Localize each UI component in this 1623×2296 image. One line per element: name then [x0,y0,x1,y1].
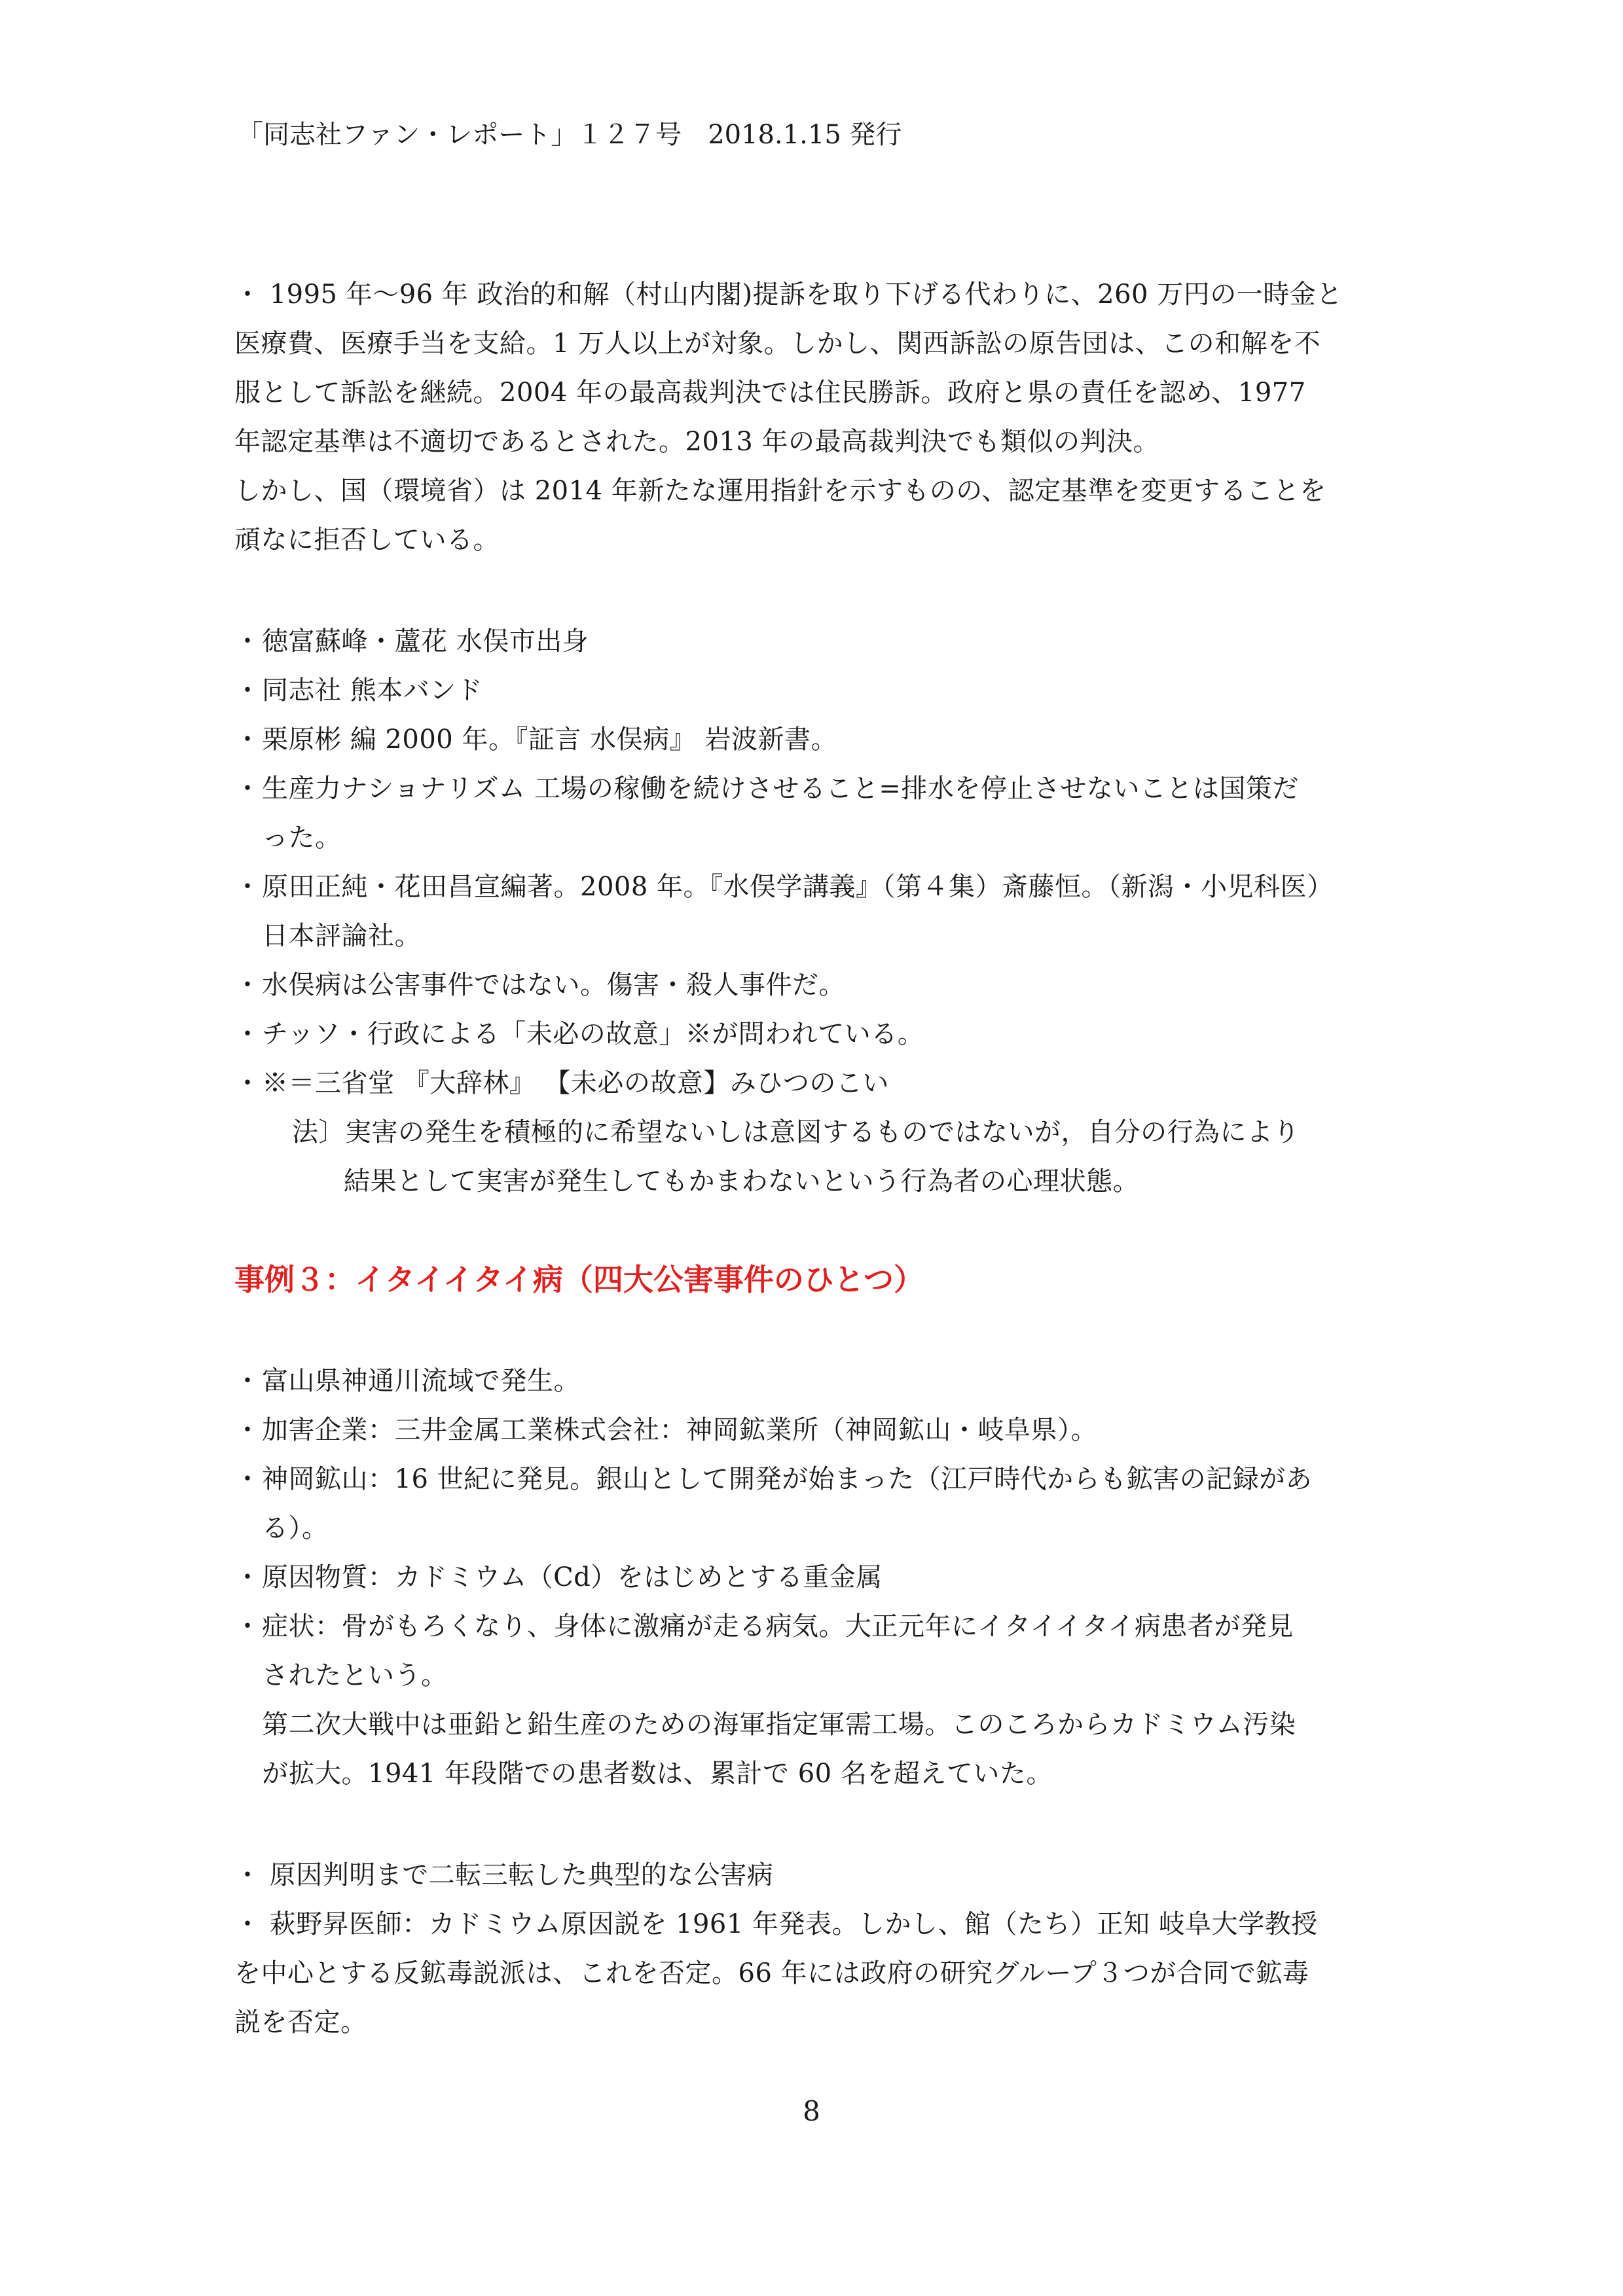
list-item [234,672,483,709]
bullet-marker: ・ [234,774,261,804]
paragraph-line: しかし、国（環境省）は 2014 年新たな運用指針を示すものの、認定基準を変更することを [234,476,1326,506]
bullet-marker: ・ [234,1068,261,1098]
newsletter-header: 「同志社ファン・レポート」１２７号 2018.1.15 発行 [237,120,902,150]
list-item [234,967,845,1003]
list-item-text: 症状：骨がもろくなり、身体に激痛が走る病気。大正元年にイタイイタイ病患者が発見 [262,1611,1294,1641]
list-item-text: 栗原彬 編 2000 年。『証言 水俣病』 岩波新書。 [262,725,837,755]
list-item [234,1363,580,1399]
definition-line: 法〕実害の発生を積極的に希望ないしは意図するものではないが，自分の行為により [292,1117,1300,1147]
paragraph-line: 年認定基準は不適切であるとされた。2013 年の最高裁判決でも類似の判決。 [234,427,1160,457]
paragraph-line: ・ 原因判明まで二転三転した典型的な公害病 [234,1860,774,1890]
list-item-text: 原因物質：カドミウム（Cd）をはじめとする重金属 [262,1562,883,1592]
list-item-continuation [234,1755,1053,1792]
list-item-text: る）。 [262,1513,329,1543]
definition-line: 結果として実害が発生してもかまわないという行為者の心理状態。 [344,1166,1139,1196]
list-item-text: が拡大。1941 年段階での患者数は、累計で 60 名を超えていた。 [262,1759,1053,1789]
paragraph-line: 説を否定。 [234,2007,367,2037]
list-item [234,1608,1294,1645]
paragraph-line: 頑なに拒否している。 [234,525,500,555]
list-item-continuation [234,819,342,856]
list-item-text: チッソ・行政による「未必の故意」※が問われている。 [262,1019,924,1049]
list-item [234,1065,889,1102]
bullet-marker: ・ [234,1366,261,1396]
list-item-text: った。 [262,823,342,853]
list-item-text: ※＝三省堂 『大辞林』 【未必の故意】みひつのこい [262,1068,889,1098]
list-item-text: 神岡鉱山：16 世紀に発見。銀山として開発が始まった（江戸時代からも鉱害の記録があ [262,1464,1313,1494]
list-item-text: 水俣病は公害事件ではない。傷害・殺人事件だ。 [262,970,845,1000]
list-item-text: 日本評論社。 [262,921,421,951]
bullet-marker: ・ [234,1464,261,1494]
list-item [234,869,1334,905]
list-item [234,770,1299,807]
list-item [234,1412,1097,1448]
paragraph-line: ・ 1995 年～96 年 政治的和解（村山内閣)提訴を取り下げる代わりに、260 万円の一時金と [234,279,1343,310]
paragraph-line: 服として訴訟を継続。2004 年の最高裁判決では住民勝訴。政府と県の責任を認め、1977 [234,378,1306,408]
list-item-text: 同志社 熊本バンド [262,675,483,706]
bullet-marker: ・ [234,1019,261,1049]
list-item-continuation [234,918,421,954]
bullet-marker: ・ [234,1562,261,1592]
list-item [234,1016,924,1052]
list-item [234,721,837,758]
list-item-text: 加害企業：三井金属工業株式会社：神岡鉱業所（神岡鉱山・岐阜県）。 [262,1415,1097,1445]
bullet-marker: ・ [234,1611,261,1641]
list-item [234,623,589,660]
paragraph-line: を中心とする反鉱毒説派は、これを否定。66 年には政府の研究グループ３つが合同で鉱毒 [234,1958,1309,1988]
list-item-text: 生産力ナショナリズム 工場の稼働を続けさせること=排水を停止させないことは国策だ [262,774,1299,804]
list-item-text: 富山県神通川流域で発生。 [262,1366,580,1396]
list-item-text: 原田正純・花田昌宣編著。2008 年。『水俣学講義』（第４集）斎藤恒。（新潟・小児科医） [262,872,1334,902]
list-item-text: されたという。 [262,1660,448,1691]
bullet-marker: ・ [234,1415,261,1445]
list-item [234,1461,1312,1498]
paragraph-line: 医療費、医療手当を支給。1 万人以上が対象。しかし、関西訴訟の原告団は、この和解を不 [234,329,1321,359]
list-item-continuation [234,1657,448,1694]
section-heading: 事例３：イタイイタイ病（四大公害事件のひとつ） [234,1262,924,1297]
list-item-continuation [234,1510,329,1547]
bullet-marker: ・ [234,626,261,656]
bullet-marker: ・ [234,872,261,902]
bullet-marker: ・ [234,675,261,706]
bullet-marker: ・ [234,970,261,1000]
list-item-continuation [234,1706,1296,1743]
list-item-text: 第二次大戦中は亜鉛と鉛生産のための海軍指定軍需工場。このころからカドミウム汚染 [262,1710,1296,1740]
bullet-marker: ・ [234,725,261,755]
list-item [234,1559,883,1596]
page-number: 8 [803,2095,820,2127]
list-item-text: 徳富蘇峰・蘆花 水俣市出身 [262,626,589,656]
paragraph-line: ・ 萩野昇医師：カドミウム原因説を 1961 年発表。しかし、館（たち）正知 岐阜大学教授 [234,1909,1318,1939]
